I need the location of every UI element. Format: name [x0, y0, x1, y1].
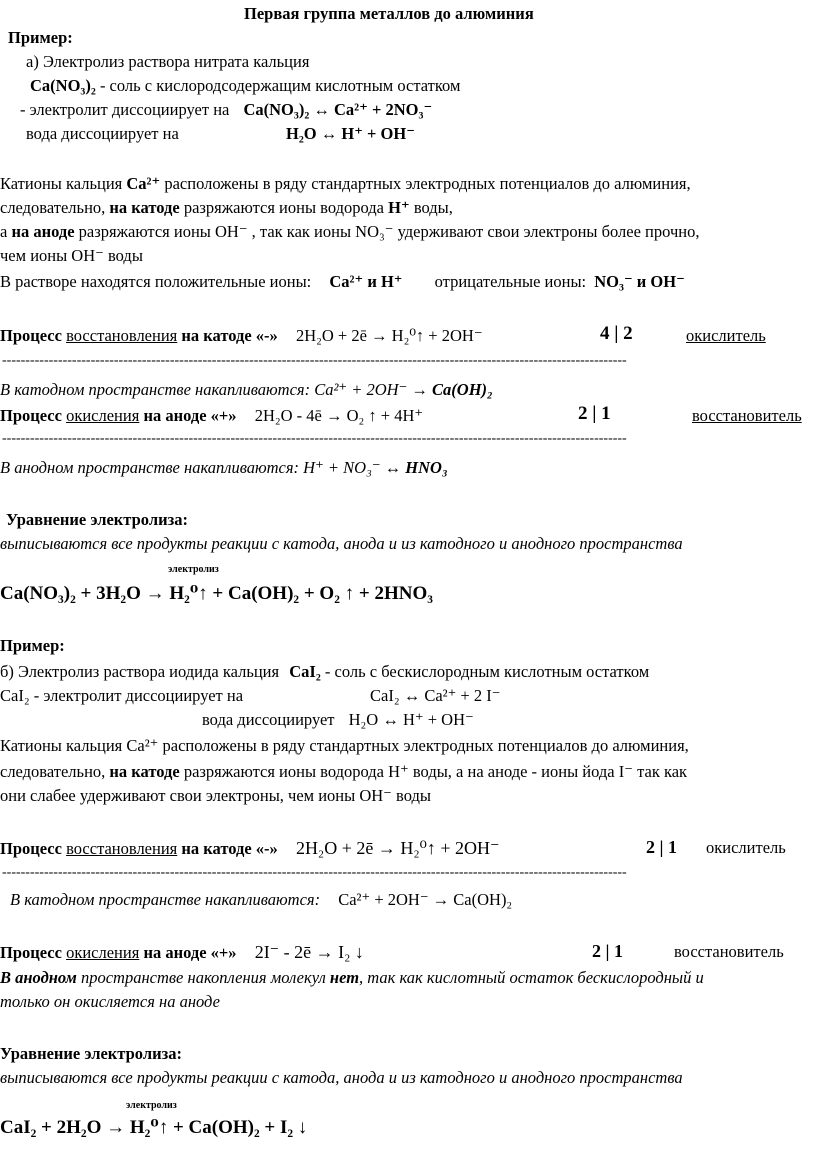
cathode-coefficients-1: 4 | 2 — [600, 323, 633, 344]
process-word: Процесс — [0, 943, 62, 962]
text: разряжаются ионы водорода — [183, 198, 385, 217]
example-2-dissociation-equation: CaI₂ ↔ Ca²⁺ + 2 I⁻ — [370, 686, 501, 705]
text: воды, — [413, 198, 453, 217]
cathode-process-1 — [0, 326, 483, 346]
example-1-item: а) Электролиз раствора нитрата кальция — [26, 52, 310, 71]
electrolysis-label-2: электролиз — [126, 1100, 177, 1111]
calcium-ion: Ca²⁺ — [126, 174, 161, 193]
anode-space-1 — [0, 458, 448, 478]
anode-coefficients-2: 2 | 1 — [592, 941, 623, 961]
example-1-water-equation: H₂O ↔ H⁺ + OH⁻ — [286, 124, 415, 143]
process-electrode: на аноде «+» — [143, 943, 237, 962]
net-word: нет — [329, 968, 360, 987]
anode-note-2-line2: только он окисляется на аноде — [0, 992, 220, 1011]
text: разряжаются ионы OH⁻ , так как ионы NO₃⁻ удерживают свои электроны более прочно, — [78, 222, 700, 241]
cathode-space-1 — [0, 380, 493, 400]
cathode-coefficients-2: 2 | 1 — [646, 837, 677, 857]
example-1-salt — [30, 76, 460, 96]
hydrogen-ion: H⁺ — [388, 198, 410, 217]
anode-note-2 — [0, 968, 816, 988]
anode-coefficients-1: 2 | 1 — [578, 403, 611, 424]
equation-note-1: выписываются все продукты реакции с катода, анода и из катодного и анодного пространства — [0, 534, 683, 553]
process-equation: 2H₂O + 2ē → H₂⁰↑ + 2OH⁻ — [295, 838, 500, 858]
paragraph-4: чем ионы OH⁻ воды — [0, 246, 143, 265]
page-title: Первая группа металлов до алюминия — [244, 4, 534, 23]
anode-role-1: восстановитель — [692, 406, 802, 425]
process-electrode: на аноде «+» — [143, 406, 237, 425]
text: Катионы кальция — [0, 174, 123, 193]
text: а — [0, 222, 8, 241]
paragraph-5 — [0, 272, 685, 292]
example-1-label: Пример: — [8, 28, 73, 47]
salt-formula: Ca(NO₃)₂ — [30, 76, 96, 95]
process-type: восстановления — [66, 326, 178, 345]
process-type: окисления — [66, 943, 140, 962]
process-word: Процесс — [0, 839, 62, 858]
salt-formula: CaI₂ — [289, 662, 321, 681]
example-2-dissociation-text: CaI₂ - электролит диссоциирует на — [0, 686, 244, 705]
water-text: вода диссоциирует — [202, 710, 335, 729]
cathode-space-text: В катодном пространстве накапливаются: Ca²⁺ + 2OH⁻ → — [0, 380, 433, 399]
separator-2: -------------------------------------------------------------------------------------------------------------------------------------- — [2, 432, 627, 446]
text: расположены в ряду стандартных электродных потенциалов до алюминия, — [164, 174, 691, 193]
text: отрицательные ионы: — [434, 272, 587, 291]
paragraph-2 — [0, 198, 453, 218]
cathode-term: на катоде — [109, 198, 180, 217]
anode-space-text: В анодном пространстве накапливаются: H⁺ + NO₃⁻ ↔ — [0, 458, 406, 477]
cathode-process-2 — [0, 838, 500, 859]
cathode-role-1: окислитель — [686, 326, 766, 345]
example-2-paragraph-3: они слабее удерживают свои электроны, чем ионы OH⁻ воды — [0, 786, 431, 805]
separator-1: -------------------------------------------------------------------------------------------------------------------------------------- — [2, 354, 627, 368]
final-equation-1: Ca(NO₃)₂ + 3H₂O → H₂⁰↑ + Ca(OH)₂ + O₂ ↑ + 2HNO₃ — [0, 583, 433, 604]
positive-ions: Ca²⁺ и H⁺ — [329, 272, 403, 291]
anode-process-1 — [0, 406, 423, 426]
equation-title-1: Уравнение электролиза: — [6, 510, 188, 529]
cathode-space-product: Ca(OH)₂ — [432, 380, 493, 399]
text: следовательно, — [0, 762, 106, 781]
example-2-paragraph-1: Катионы кальция Ca²⁺ расположены в ряду стандартных электродных потенциалов до алюминия, — [0, 736, 689, 755]
text: В растворе находятся положительные ионы: — [0, 272, 312, 291]
example-1-dissociation — [20, 100, 432, 120]
anode-term: на аноде — [11, 222, 75, 241]
example-1-water-text: вода диссоциирует на — [26, 124, 179, 143]
equation-title-2: Уравнение электролиза: — [0, 1044, 182, 1063]
text: пространстве накопления молекул — [80, 968, 326, 987]
salt-description: - соль с бескислородным кислотным остатком — [324, 662, 650, 681]
example-2-paragraph-2 — [0, 762, 687, 782]
dissociation-text: - электролит диссоциирует на — [20, 100, 230, 119]
negative-ions: NO₃⁻ и OH⁻ — [594, 272, 685, 291]
paragraph-3 — [0, 222, 699, 242]
salt-description: - соль с кислородсодержащим кислотным остатком — [99, 76, 461, 95]
cathode-term: на катоде — [109, 762, 180, 781]
anode-role-2: восстановитель — [674, 942, 784, 961]
process-equation: 2I⁻ - 2ē → I₂ ↓ — [254, 942, 364, 962]
example-2-item — [0, 662, 649, 682]
process-equation: 2H₂O - 4ē → O₂ ↑ + 4H⁺ — [254, 406, 424, 425]
paragraph-1 — [0, 174, 691, 194]
cathode-space-2 — [10, 890, 512, 910]
equation-note-2: выписываются все продукты реакции с катода, анода и из катодного и анодного пространства — [0, 1068, 683, 1087]
text: следовательно, — [0, 198, 106, 217]
process-type: восстановления — [66, 839, 178, 858]
cathode-space-equation: Ca²⁺ + 2OH⁻ → Ca(OH)₂ — [338, 890, 513, 909]
text: , так как кислотный остаток бескислородный и — [359, 968, 704, 987]
item-text: б) Электролиз раствора иодида кальция — [0, 662, 280, 681]
process-type: окисления — [66, 406, 140, 425]
separator-3: -------------------------------------------------------------------------------------------------------------------------------------- — [2, 866, 627, 880]
text: В анодном — [0, 968, 77, 987]
final-equation-2: CaI₂ + 2H₂O → H₂⁰↑ + Ca(OH)₂ + I₂ ↓ — [0, 1117, 308, 1138]
anode-space-product: HNO₃ — [405, 458, 448, 477]
process-word: Процесс — [0, 406, 62, 425]
text: разряжаются ионы водорода H⁺ воды, а на аноде - ионы йода I⁻ так как — [183, 762, 688, 781]
cathode-role-2: окислитель — [706, 838, 786, 857]
water-equation: H₂O ↔ H⁺ + OH⁻ — [348, 710, 474, 729]
process-word: Процесс — [0, 326, 62, 345]
process-electrode: на катоде «-» — [181, 839, 278, 858]
electrolysis-label-1: электролиз — [168, 564, 219, 575]
example-2-label: Пример: — [0, 636, 65, 655]
dissociation-equation: Ca(NO₃)₂ ↔ Ca²⁺ + 2NO₃⁻ — [243, 100, 433, 119]
anode-process-2 — [0, 942, 364, 963]
cathode-space-text: В катодном пространстве накапливаются: — [10, 890, 321, 909]
example-2-water — [202, 710, 474, 730]
process-equation: 2H₂O + 2ē → H₂⁰↑ + 2OH⁻ — [295, 326, 483, 345]
process-electrode: на катоде «-» — [181, 326, 278, 345]
